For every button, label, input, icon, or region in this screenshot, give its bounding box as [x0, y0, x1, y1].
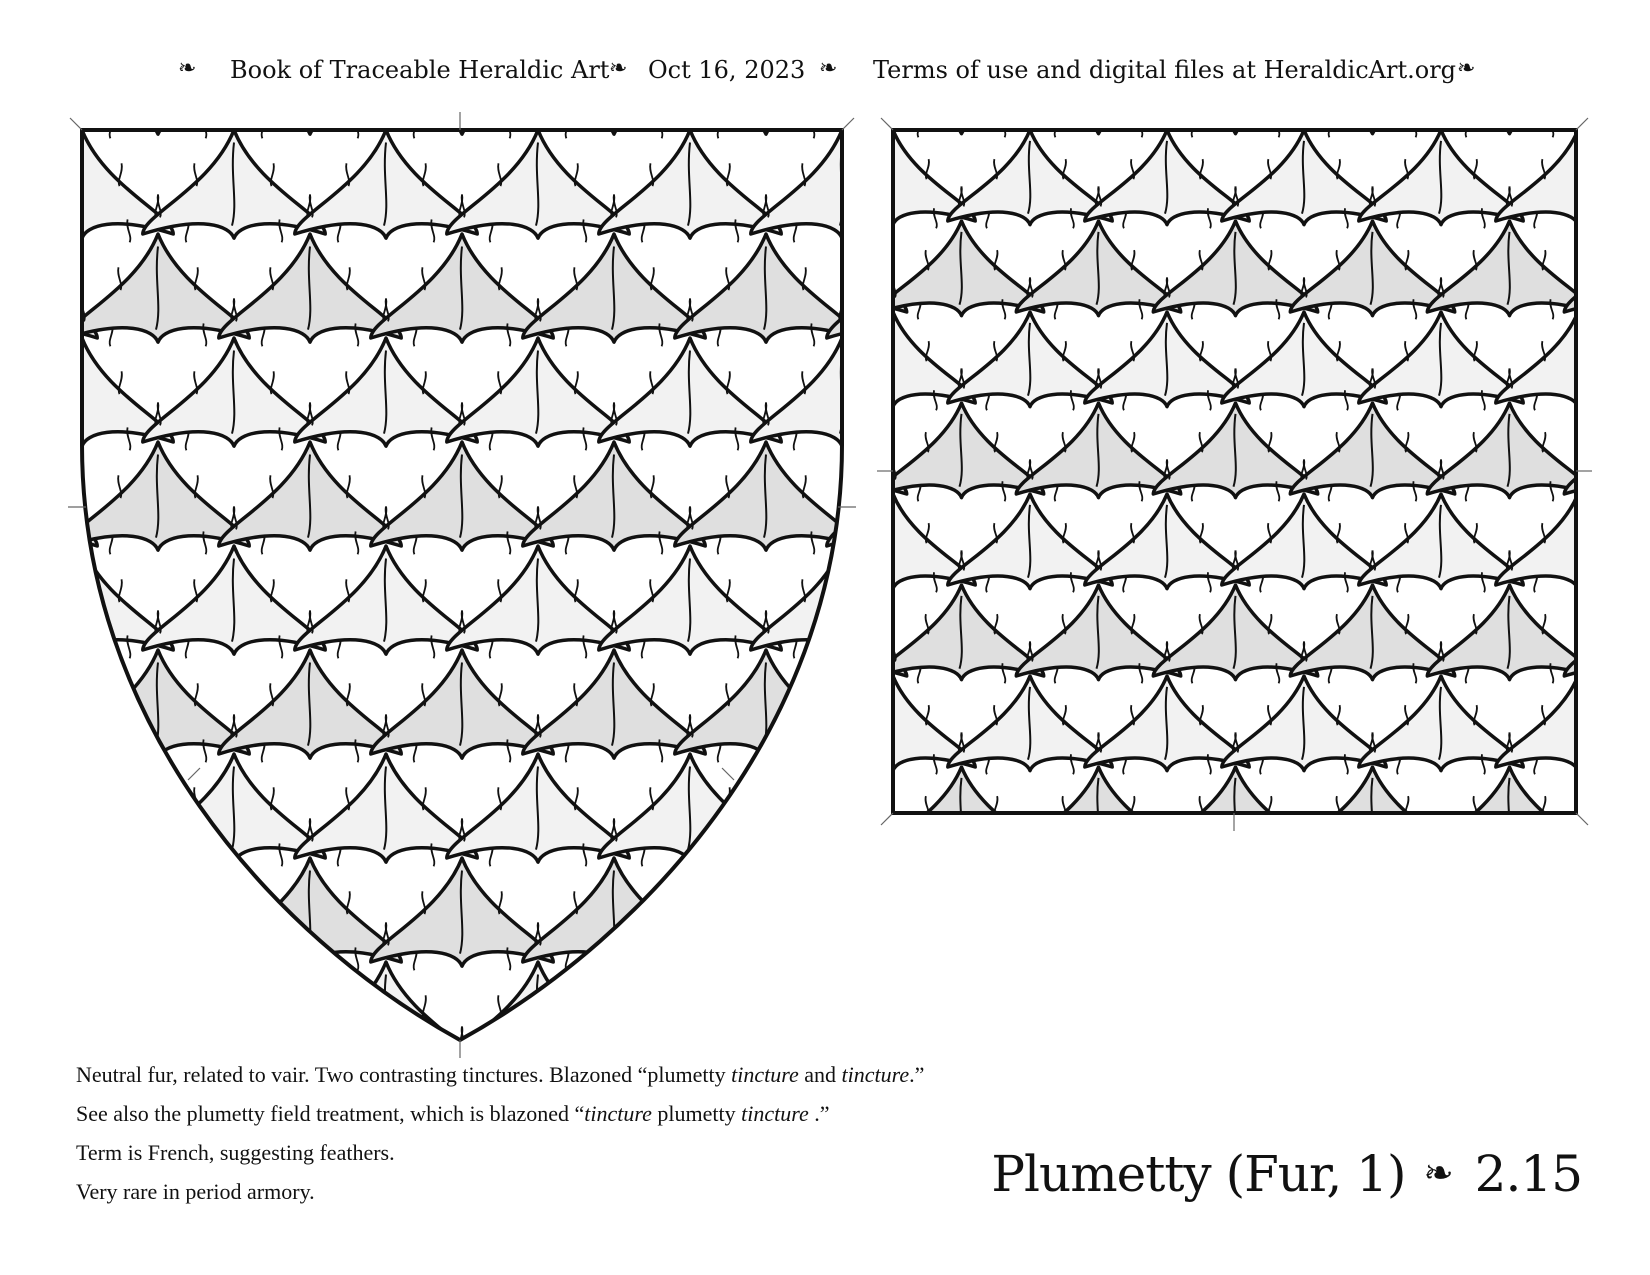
description [76, 1055, 1076, 1211]
note-line-1: Neutral fur, related to vair. Two contrasting tinctures. Blazoned “plumetty tincture and tincture.” [76, 1062, 925, 1087]
ornament-icon: ❧ [1457, 56, 1476, 81]
book-title: Book of Traceable Heraldic Art [230, 56, 610, 84]
header-date: Oct 16, 2023 [648, 56, 806, 84]
note-line-4: Very rare in period armory. [76, 1179, 315, 1204]
terms-link[interactable]: Terms of use and digital files at HeraldicArt.org [873, 56, 1457, 84]
title-name: Plumetty (Fur, 1) [991, 1145, 1406, 1203]
plate-number: 2.15 [1474, 1145, 1582, 1203]
ornament-icon: ❧ [178, 56, 197, 81]
page-title [991, 1145, 1582, 1225]
ornament-icon: ❧ [609, 56, 628, 81]
note-line-3: Term is French, suggesting feathers. [76, 1140, 395, 1165]
note-line-2: See also the plumetty field treatment, which is blazoned “tincture plumetty tincture .” [76, 1101, 830, 1126]
shield-plumetty-field [0, 26, 1025, 1178]
shield [0, 26, 1025, 1178]
ornament-icon: ❧ [1423, 1153, 1453, 1194]
ornament-icon: ❧ [819, 56, 838, 81]
